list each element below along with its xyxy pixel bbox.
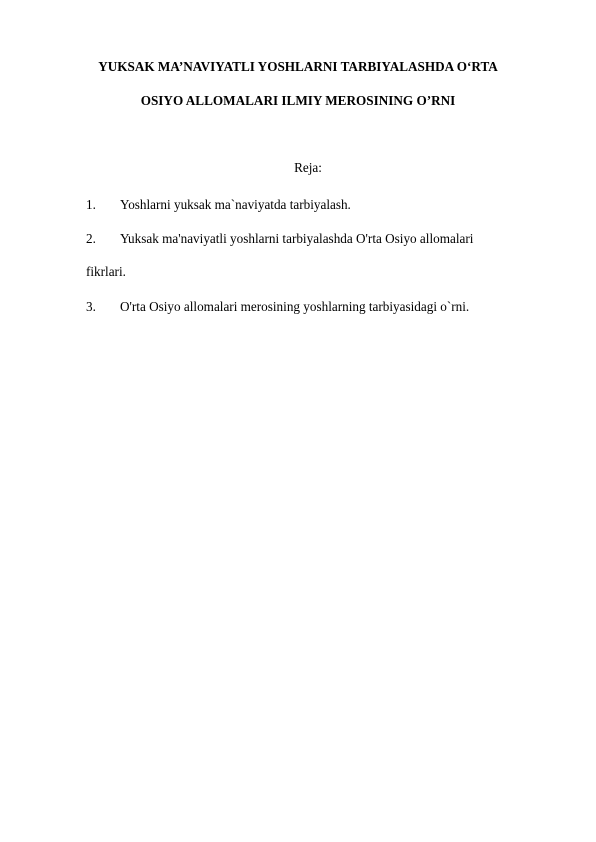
document-title-line-1: YUKSAK MA’NAVIYATLI YOSHLARNI TARBIYALASHDA O‘RTA — [98, 59, 498, 74]
plan-item-2 — [86, 231, 473, 247]
plan-item-number: 3. — [86, 299, 96, 314]
document-title-line-2: OSIYO ALLOMALARI ILMIY MEROSINING O’RNI — [140, 93, 456, 108]
plan-item-text: Yoshlarni yuksak ma`naviyatda tarbiyalash. — [120, 197, 351, 212]
plan-item-text: Yuksak ma'naviyatli yoshlarni tarbiyalashda O'rta Osiyo allomalari — [120, 231, 474, 246]
plan-item-3 — [86, 299, 469, 315]
plan-item-number: 1. — [86, 197, 96, 212]
plan-item-1 — [86, 197, 351, 213]
plan-item-text: O'rta Osiyo allomalari merosining yoshlarning tarbiyasidagi o`rni. — [120, 299, 470, 314]
plan-item-2-continuation: fikrlari. — [86, 264, 126, 279]
plan-heading: Reja: — [294, 160, 322, 175]
plan-item-number: 2. — [86, 231, 96, 246]
